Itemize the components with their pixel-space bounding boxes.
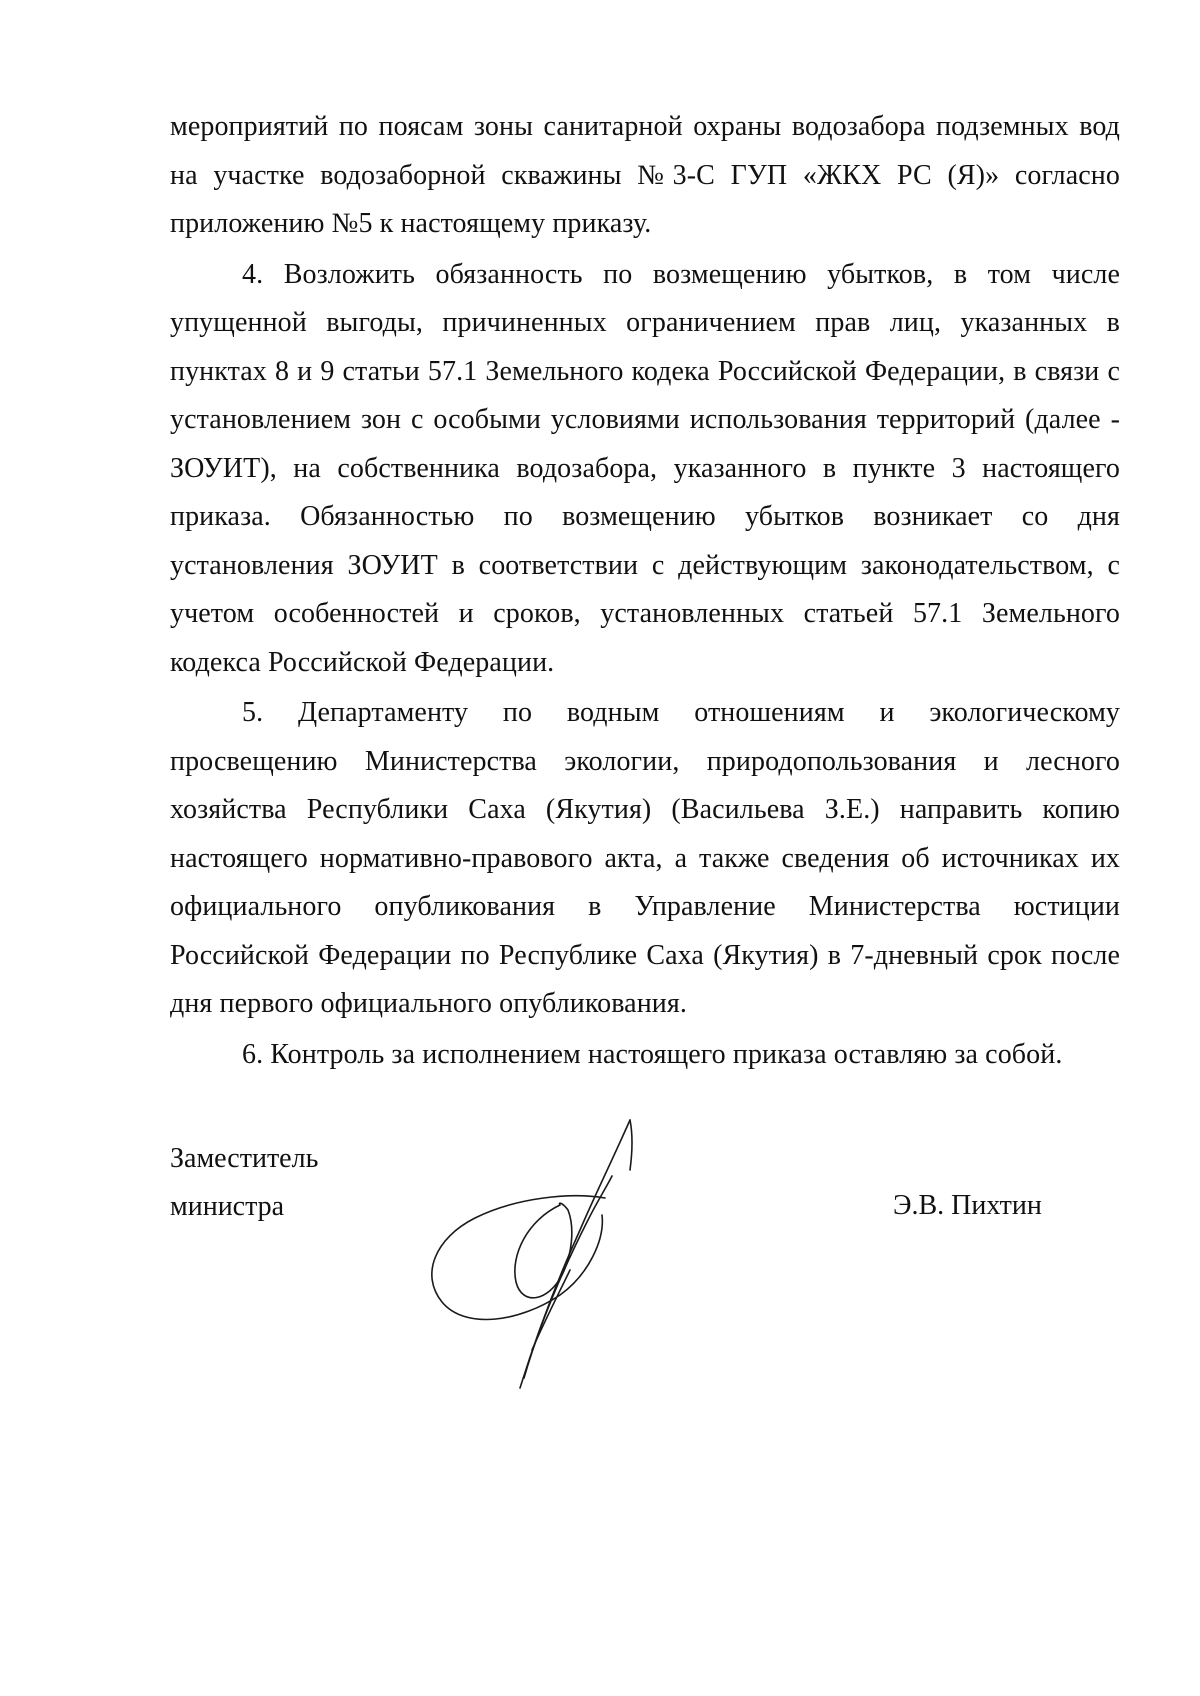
paragraph-item-6: 6. Контроль за исполнением настоящего приказа оставляю за собой. (242, 1038, 1063, 1070)
document-body (170, 103, 1120, 1079)
paragraph-item-5: 5. Департаменту по водным отношениям и экологическому просвещению Министерства экологии, природопользования и лесного хозяйства Республики Саха (Якутия) (Васильева З.Е.) направить копию настоящего нормативно-правового акта, а также сведения об источниках их официального опубликования в Управление Министерства юстиции Российской Федерации по Республике Саха (Якутия) в 7-дневный срок после дня первого официального опубликования. (170, 697, 1120, 1019)
paragraph-continuation: мероприятий по поясам зоны санитарной охраны водозабора подземных вод на участке водозаборной скважины №3-С ГУП «ЖКХ РС (Я)» согласно приложению №5 к настоящему приказу. (170, 111, 1120, 239)
signatory-position-line1: Заместитель (170, 1143, 319, 1174)
paragraph-item-4: 4. Возложить обязанность по возмещению убытков, в том числе упущенной выгоды, причиненных ограничением прав лиц, указанных в пунктах 8 и 9 статьи 57.1 Земельного кодека Российской Федерации, в связи с установлением зон с особыми условиями использования территорий (далее - ЗОУИТ), на собственника водозабора, указанного в пункте 3 настоящего приказа. Обязанностью по возмещению убытков возникает со дня установления ЗОУИТ в соответствии с действующим законодательством, с учетом особенностей и сроков, установленных статьей 57.1 Земельного кодекса Российской Федерации. (170, 258, 1120, 678)
handwritten-signature-icon (420, 1110, 680, 1390)
signatory-position (170, 1135, 318, 1231)
signatory-name: Э.В. Пихтин (893, 1190, 1042, 1221)
signatory-position-line2: министра (170, 1191, 285, 1222)
